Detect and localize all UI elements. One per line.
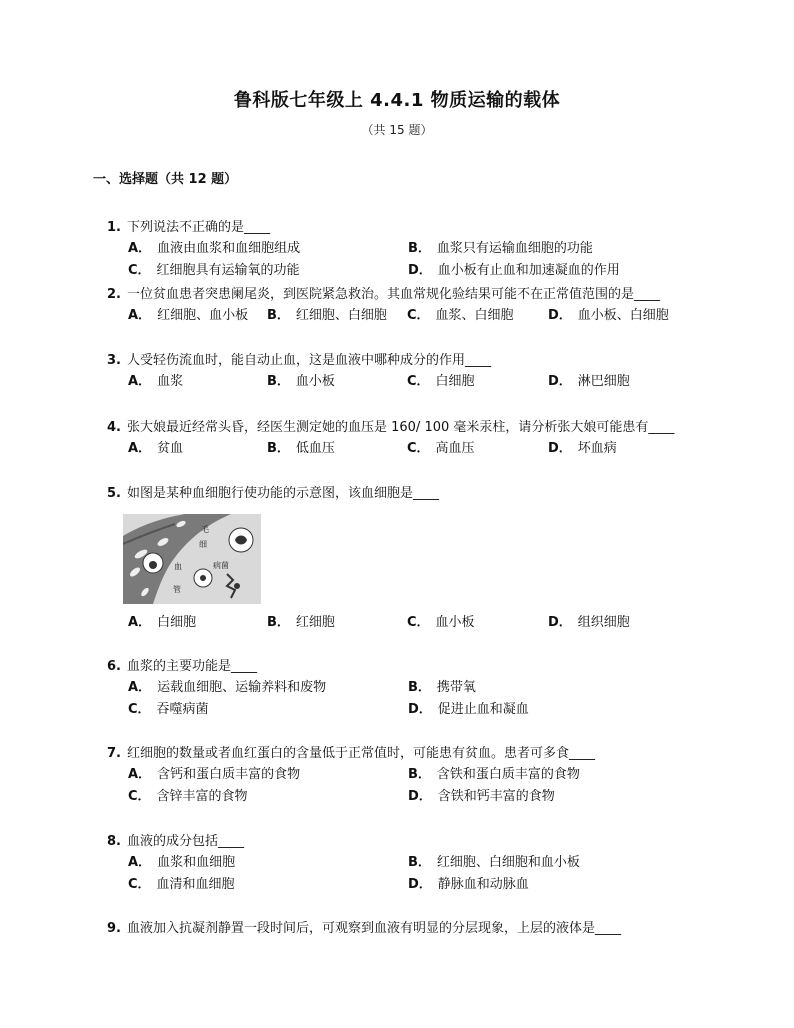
question-text: 一位贫血患者突患阑尾炎，到医院紧急救治。其血常规化验结果可能不在正常值范围的是____ bbox=[126, 287, 660, 302]
option-c: C． 吞噬病菌 bbox=[128, 702, 209, 717]
option-b: B． 红细胞 bbox=[267, 615, 335, 630]
option-d: D． 淋巴细胞 bbox=[548, 374, 630, 389]
figure-label: 血 bbox=[174, 562, 182, 571]
question-number: 4. bbox=[107, 420, 121, 435]
question-text: 血液的成分包括____ bbox=[126, 834, 244, 849]
option-d: D． 血小板、白细胞 bbox=[548, 308, 669, 323]
option-b: B． 低血压 bbox=[267, 441, 335, 456]
option-b: B． 血浆只有运输血细胞的功能 bbox=[408, 241, 593, 256]
question-number: 7. bbox=[107, 746, 121, 761]
question-number: 2. bbox=[107, 287, 121, 302]
question-text: 血浆的主要功能是____ bbox=[126, 659, 257, 674]
question-number: 8. bbox=[107, 834, 121, 849]
figure-label: 细 bbox=[199, 540, 207, 549]
question-3 bbox=[107, 351, 491, 371]
option-d: D． 组织细胞 bbox=[548, 615, 630, 630]
question-2 bbox=[107, 285, 660, 305]
option-c: C． 血清和血细胞 bbox=[128, 877, 235, 892]
option-c: C． 血浆、白细胞 bbox=[407, 308, 514, 323]
section-heading: 一、选择题（共 12 题） bbox=[93, 172, 238, 187]
question-number: 9. bbox=[107, 921, 121, 936]
option-a: A． 贫血 bbox=[128, 441, 184, 456]
option-d: D． 血小板有止血和加速凝血的作用 bbox=[408, 263, 620, 278]
option-c: C． 红细胞具有运输氧的功能 bbox=[128, 263, 300, 278]
question-1 bbox=[107, 218, 270, 238]
question-5 bbox=[107, 484, 439, 504]
figure-label: 管 bbox=[173, 585, 181, 594]
option-a: A． 运载血细胞、运输养料和废物 bbox=[128, 680, 327, 695]
question-7 bbox=[107, 744, 595, 764]
option-b: B． 携带氧 bbox=[408, 680, 476, 695]
question-number: 3. bbox=[107, 353, 121, 368]
figure-label: 毛 bbox=[201, 525, 209, 534]
question-text: 如图是某种血细胞行使功能的示意图，该血细胞是____ bbox=[126, 486, 439, 501]
question-9 bbox=[107, 919, 621, 939]
option-a: A． 血浆 bbox=[128, 374, 184, 389]
option-d: D． 促进止血和凝血 bbox=[408, 702, 529, 717]
figure-label: 病菌 bbox=[213, 561, 229, 570]
question-text: 红细胞的数量或者血红蛋白的含量低于正常值时，可能患有贫血。患者可多食____ bbox=[126, 746, 595, 761]
option-c: C． 血小板 bbox=[407, 615, 475, 630]
page-title: 鲁科版七年级上 4.4.1 物质运输的载体 bbox=[233, 90, 561, 111]
option-b: B． 红细胞、白细胞和血小板 bbox=[408, 855, 580, 870]
question-6 bbox=[107, 657, 257, 677]
question-4 bbox=[107, 418, 674, 438]
question-text: 血液加入抗凝剂静置一段时间后，可观察到血液有明显的分层现象，上层的液体是____ bbox=[126, 921, 621, 936]
option-d: D． 坏血病 bbox=[548, 441, 617, 456]
option-a: A． 含钙和蛋白质丰富的食物 bbox=[128, 767, 301, 782]
option-b: B． 红细胞、白细胞 bbox=[267, 308, 387, 323]
blood-cell-figure bbox=[123, 514, 261, 604]
option-a: A． 红细胞、血小板 bbox=[128, 308, 249, 323]
question-number: 1. bbox=[107, 220, 121, 235]
option-d: D． 静脉血和动脉血 bbox=[408, 877, 529, 892]
question-text: 下列说法不正确的是____ bbox=[126, 220, 270, 235]
option-a: A． 血浆和血细胞 bbox=[128, 855, 236, 870]
option-c: C． 高血压 bbox=[407, 441, 475, 456]
option-b: B． 血小板 bbox=[267, 374, 335, 389]
question-text: 张大娘最近经常头昏，经医生测定她的血压是 160/ 100 毫米汞柱，请分析张大娘可能患有____ bbox=[126, 420, 675, 435]
option-c: C． 含锌丰富的食物 bbox=[128, 789, 248, 804]
option-c: C． 白细胞 bbox=[407, 374, 475, 389]
question-text: 人受轻伤流血时，能自动止血，这是血液中哪种成分的作用____ bbox=[126, 353, 491, 368]
option-a: A． 白细胞 bbox=[128, 615, 197, 630]
question-count: （共 15 题） bbox=[361, 123, 433, 137]
question-number: 5. bbox=[107, 486, 121, 501]
question-8 bbox=[107, 832, 244, 852]
option-d: D． 含铁和钙丰富的食物 bbox=[408, 789, 555, 804]
option-b: B． 含铁和蛋白质丰富的食物 bbox=[408, 767, 580, 782]
option-a: A． 血液由血浆和血细胞组成 bbox=[128, 241, 301, 256]
question-number: 6. bbox=[107, 659, 121, 674]
